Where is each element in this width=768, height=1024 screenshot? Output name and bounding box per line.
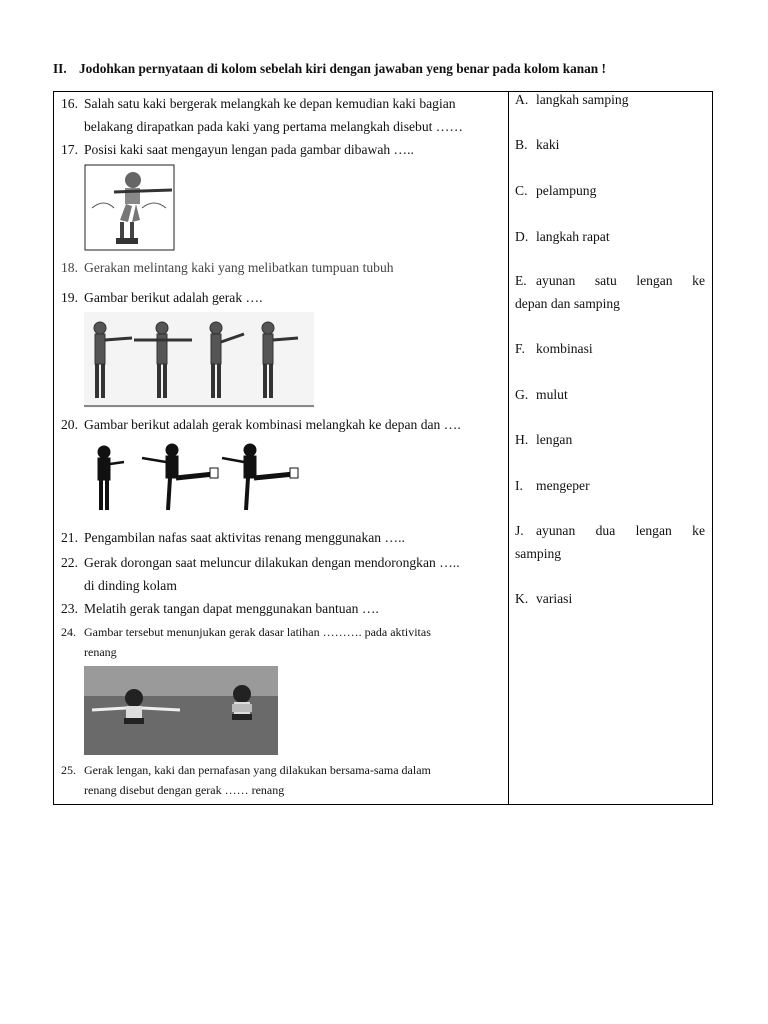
question-text-cont: belakang dirapatkan pada kaki yang pertama melangkah disebut …… [84,119,463,134]
question-text: Posisi kaki saat mengayun lengan pada gambar dibawah ….. [84,142,414,157]
question-text-cont: renang [84,645,117,659]
question-16 [61,92,502,138]
answer-text: variasi [536,591,573,606]
question-number: 17. [61,142,78,157]
answer-c [515,179,705,202]
question-20 [61,413,502,436]
question-text: Gambar berikut adalah gerak kombinasi melangkah ke depan dan …. [84,417,461,432]
question-text: Gambar tersebut menunjukan gerak dasar latihan ………. pada aktivitas [84,625,431,639]
section-number: II. [53,61,67,76]
answer-text [536,269,705,292]
question-number: 25. [61,763,76,777]
question-number: 22. [61,555,78,570]
answer-letter: K. [515,591,529,606]
question-21 [61,526,502,549]
answer-letter: J. [515,523,524,538]
question-22 [61,551,502,597]
question-number: 18. [61,260,78,275]
question-number: 21. [61,530,78,545]
question-text: Salah satu kaki bergerak melangkah ke depan kemudian kaki bagian [84,96,456,111]
step-kick-sequence-figure [84,438,314,520]
answer-letter: B. [515,137,528,152]
matching-table [53,91,713,805]
answer-word: ke [692,273,705,288]
answer-letter: E. [515,273,527,288]
answer-letter: G. [515,387,529,402]
question-17 [61,138,502,161]
answer-text: kombinasi [536,341,593,356]
section-heading [53,61,733,77]
answer-word: ayunan [536,273,576,288]
column-divider [508,92,509,804]
answer-text [536,519,705,542]
question-23 [61,597,502,620]
answer-j [515,519,705,565]
answer-text: langkah rapat [536,229,610,244]
answer-e [515,269,705,315]
question-number: 23. [61,601,78,616]
answer-word: satu [594,273,617,288]
question-text: Pengambilan nafas saat aktivitas renang menggunakan ….. [84,530,405,545]
answer-letter: I. [515,478,523,493]
answer-f [515,337,705,360]
question-text: Gerak dorongan saat meluncur dilakukan dengan mendorongkan ….. [84,555,460,570]
squat-swing-figure [84,164,175,251]
answer-i [515,474,705,497]
question-18 [61,256,502,279]
answer-text: lengan [536,432,573,447]
question-24 [61,622,502,662]
answer-text: langkah samping [536,92,629,107]
answer-word: ayunan [536,523,576,538]
swim-practice-figure [84,666,278,755]
question-number: 16. [61,96,78,111]
answer-word: ke [692,523,705,538]
answer-text-cont: samping [515,546,562,561]
question-text: Melatih gerak tangan dapat menggunakan bantuan …. [84,601,379,616]
answer-letter: A. [515,92,529,107]
answer-a [515,88,705,111]
answer-text: kaki [536,137,560,152]
question-text: Gerakan melintang kaki yang melibatkan tumpuan tubuh [84,260,394,275]
answer-letter: C. [515,183,528,198]
question-text: Gambar berikut adalah gerak …. [84,290,263,305]
answer-letter: H. [515,432,529,447]
question-19 [61,286,502,309]
answer-word: dua [595,523,616,538]
question-text: Gerak lengan, kaki dan pernafasan yang dilakukan bersama-sama dalam [84,763,431,777]
answer-b [515,133,705,156]
answer-text: mulut [536,387,568,402]
answer-word: lengan [635,523,672,538]
answer-g [515,383,705,406]
question-text-cont: di dinding kolam [84,578,177,593]
answer-letter: D. [515,229,529,244]
question-text-cont: renang disebut dengan gerak …… renang [84,783,285,797]
question-number: 20. [61,417,78,432]
section-instruction: Jodohkan pernyataan di kolom sebelah kiri dengan jawaban yeng benar pada kolom kanan ! [79,61,606,76]
answer-k [515,587,705,610]
question-number: 24. [61,625,76,639]
answer-text: mengeper [536,478,590,493]
answer-text-cont: depan dan samping [515,296,620,311]
arm-swing-sequence-figure [84,312,314,408]
question-number: 19. [61,290,78,305]
answer-text: pelampung [536,183,597,198]
answer-letter: F. [515,341,525,356]
answer-d [515,225,705,248]
answer-h [515,428,705,451]
question-25 [61,760,502,800]
answer-word: lengan [636,273,673,288]
